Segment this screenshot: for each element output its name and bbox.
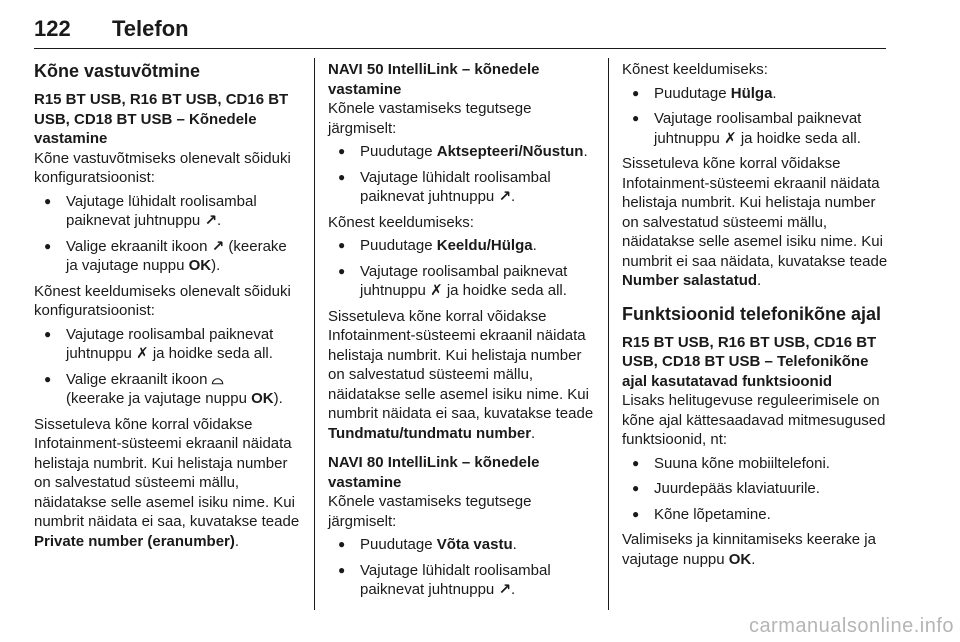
phone-answer-icon: ↗ [211,236,225,255]
phone-reject-icon: ✗ [430,281,443,299]
list-item: ● Vajutage lühidalt roolisambal paiknevat juhtnuppu ↗. [328,168,596,207]
functions-intro: Lisaks helitugevuse reguleerimisele on kõne ajal kättesaadavad mitmesugused funktsioonid, nt: [622,392,886,448]
phone-hangup-icon: ⌓ [211,369,224,388]
list-item: ● Vajutage lühidalt roolisambal paiknevat juhtnuppu ↗. [328,561,596,600]
column-divider-1 [314,58,315,610]
list-item: ● Puudutage Keeldu/Hülga. [328,236,596,256]
answer-list [328,142,596,207]
list-item: ● Puudutage Aktsepteeri/Nõustun. [328,142,596,162]
list-item: ● Puudutage Võta vastu. [328,535,596,555]
functions-list [622,454,890,525]
answer-list [34,192,302,276]
subsection-heading-navi80: NAVI 80 IntelliLink – kõnedele vastamine [328,454,540,491]
subsection-heading-navi50: NAVI 50 IntelliLink – kõnedele vastamine [328,61,540,98]
list-item: ● Vajutage lühidalt roolisambal paiknevat juhtnuppu ↗. [34,192,302,231]
page-header [34,14,886,50]
column-divider-2 [608,58,609,610]
reject-intro: Kõnest keeldumiseks: [328,213,474,231]
header-rule [34,48,886,49]
subsection-heading-r15: R15 BT USB, R16 BT USB, CD16 BT USB, CD18 BT USB – Kõnedele vastamine [34,91,289,147]
list-item: ● Suuna kõne mobiiltelefoni. [622,454,890,474]
chapter-title: Telefon [112,16,189,41]
answer-intro: Kõnele vastamiseks tegutsege järgmiselt: [328,493,532,530]
reject-list [328,236,596,301]
phone-answer-icon: ↗ [204,211,218,229]
phone-reject-icon: ✗ [136,344,149,362]
functions-outro: Valimiseks ja kinnitamiseks keerake ja vajutage nuppu OK. [622,531,876,568]
list-item: ● Vajutage roolisambal paiknevat juhtnuppu ✗ ja hoidke seda all. [328,262,596,301]
list-item: ● Valige ekraanilt ikoon ⌓ (keerake ja vajutage nuppu OK). [34,370,302,409]
answer-list [328,535,596,600]
list-item: ● Valige ekraanilt ikoon ↗ (keerake ja vajutage nuppu OK). [34,237,302,276]
incoming-call-text: Sissetuleva kõne korral võidakse Infotainment-süsteemi ekraanil näidata helistaja numbrit. Kui helistaja number on salvestatud süsteemi mällu, näidatakse selle asemel isiku nime. Kui numbrit näidata ei saa, kuvatakse teade Private number (eranumber). [34,415,300,550]
list-item: ● Vajutage roolisambal paiknevat juhtnuppu ✗ ja hoidke seda all. [622,109,890,148]
column-3 [622,60,890,569]
column-2 [328,60,596,606]
watermark: carmanualsonline.info [748,615,954,637]
list-item: ● Puudutage Hülga. [622,84,890,104]
incoming-call-text: Sissetuleva kõne korral võidakse Infotainment-süsteemi ekraanil näidata helistaja numbrit. Kui helistaja number on salvestatud süsteemi mällu, näidatakse selle asemel isiku nime. Kui numbrit ei saa näidata, kuvatakse teade Number salastatud. [622,155,888,289]
answer-intro: Kõne vastuvõtmiseks olenevalt sõiduki konfiguratsioonist: [34,149,291,186]
column-1 [34,60,302,551]
list-item: ● Kõne lõpetamine. [622,505,890,525]
phone-reject-icon: ✗ [724,128,737,147]
reject-intro: Kõnest keeldumiseks olenevalt sõiduki konfiguratsioonist: [34,282,291,319]
phone-answer-icon: ↗ [498,187,512,205]
list-item: ● Vajutage roolisambal paiknevat juhtnuppu ✗ ja hoidke seda all. [34,325,302,364]
list-item: ● Juurdepääs klaviatuurile. [622,479,890,499]
subsection-heading-r15-functions: R15 BT USB, R16 BT USB, CD16 BT USB, CD18 BT USB – Telefonikõne ajal kasutatavad funktsioonid [622,333,877,390]
reject-list [34,325,302,409]
incoming-call-text: Sissetuleva kõne korral võidakse Infotainment-süsteemi ekraanil näidata helistaja numbrit. Kui helistaja number on salvestatud süsteemi mällu, näidatakse selle asemel isiku nime. Kui numbrit näidata ei saa, kuvatakse teade Tundmatu/tundmatu number. [328,307,594,442]
reject-intro: Kõnest keeldumiseks: [622,61,768,78]
reject-list [622,84,890,149]
page-number: 122 [34,16,71,41]
section-title-functions: Funktsioonid telefonikõne ajal [622,303,882,324]
phone-answer-icon: ↗ [498,580,512,598]
answer-intro: Kõnele vastamiseks tegutsege järgmiselt: [328,100,532,137]
section-title-answer: Kõne vastuvõtmine [34,61,201,81]
